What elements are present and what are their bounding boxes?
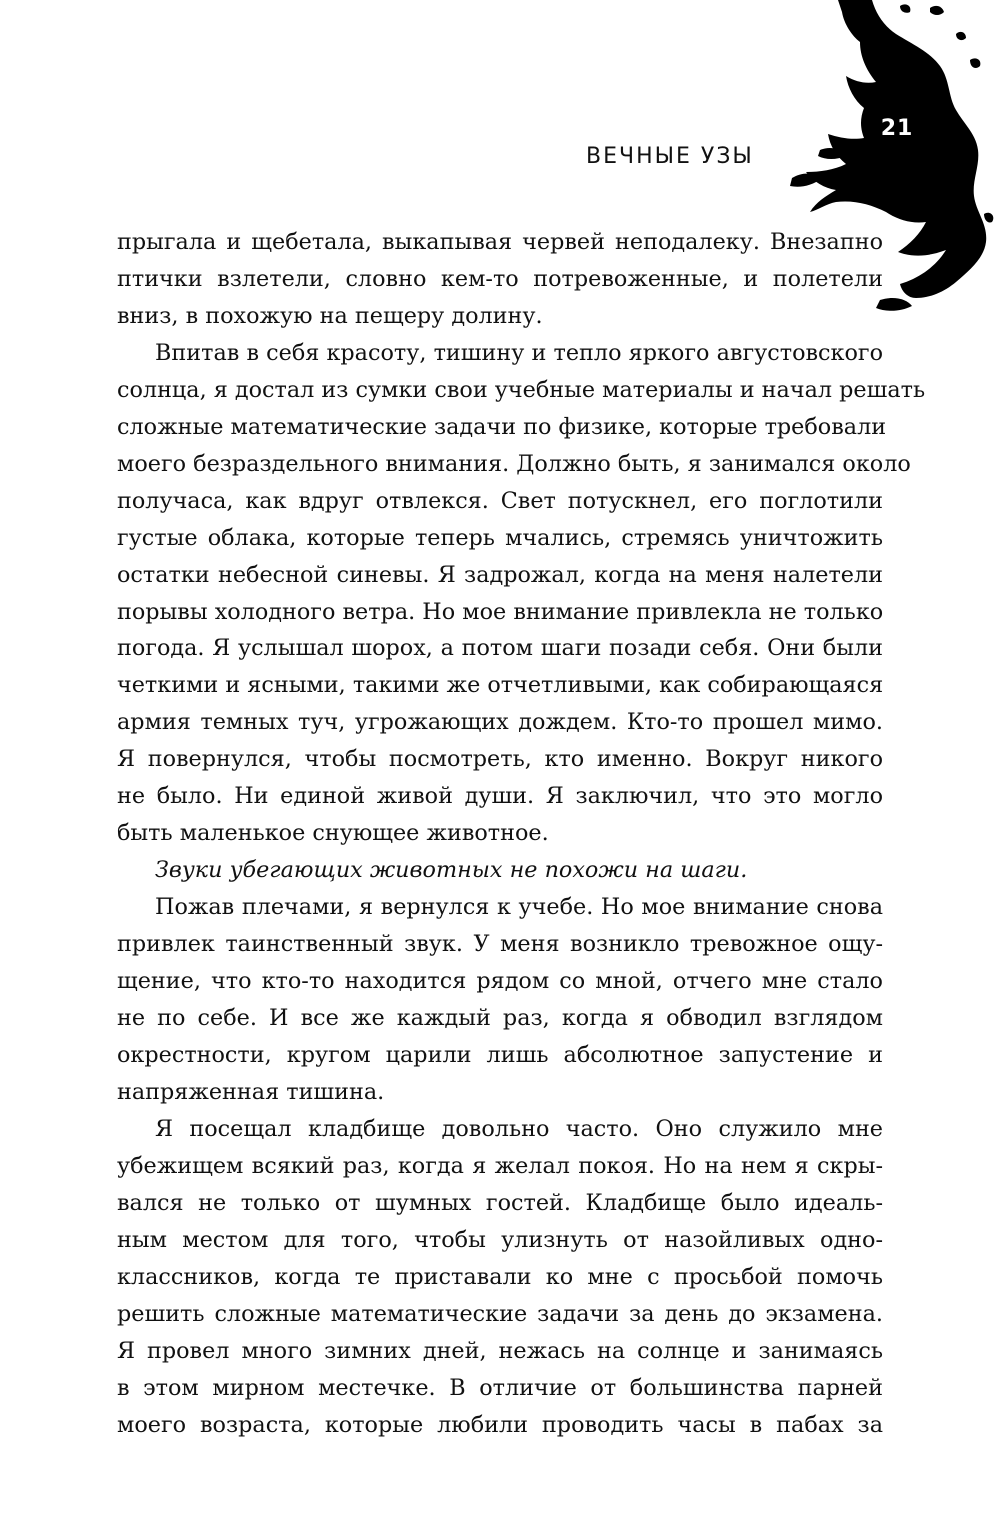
running-header: ВЕЧНЫЕ УЗЫ	[586, 144, 754, 169]
text-line: напряженная тишина.	[117, 1078, 385, 1105]
text-line: четкими и ясными, такими же отчетливыми, как собирающаяся	[117, 672, 884, 699]
text-line: не было. Ни единой живой души. Я заключил, что это могло	[117, 783, 883, 810]
text-line: прыгала и щебетала, выкапывая червей неподалеку. Внезапно	[117, 229, 883, 255]
text-line: щение, что кто-то находится рядом со мной, отчего мне стало	[117, 968, 883, 995]
text-line: армия темных туч, угрожающих дождем. Кто-то прошел мимо.	[117, 709, 883, 736]
text-line: моего возраста, которые любили проводить часы в пабах за	[117, 1411, 883, 1438]
text-line: Пожав плечами, я вернулся к учебе. Но мое внимание снова	[155, 894, 883, 921]
text-line: ным местом для того, чтобы улизнуть от назойливых одно-	[117, 1226, 883, 1253]
text-line: решить сложные математические задачи за день до экзамена.	[117, 1300, 883, 1327]
text-line: погода. Я услышал шорох, а потом шаги позади себя. Они были	[117, 635, 883, 662]
text-line: не по себе. И все же каждый раз, когда я обводил взглядом	[117, 1005, 883, 1032]
text-line: остатки небесной синевы. Я задрожал, когда на меня налетели	[117, 561, 883, 588]
text-line: сложные математические задачи по физике, которые требовали	[117, 413, 887, 440]
text-line: вниз, в похожую на пещеру долину.	[117, 302, 543, 329]
text-line: классников, когда те приставали ко мне с просьбой помочь	[117, 1263, 883, 1290]
text-line: Я провел много зимних дней, нежась на солнце и занимаясь	[117, 1337, 883, 1364]
text-line: густые облака, которые теперь мчались, стремясь уничтожить	[117, 524, 883, 551]
text-line: Я посещал кладбище довольно часто. Оно служило мне	[155, 1115, 883, 1142]
text-line: птички взлетели, словно кем-то потревоженные, и полетели	[117, 265, 883, 292]
text-line: привлек таинственный звук. У меня возникло тревожное ощу-	[117, 931, 883, 958]
text-line: в этом мирном местечке. В отличие от большинства парней	[117, 1374, 883, 1401]
text-line: получаса, как вдруг отвлекся. Свет потускнел, его поглотили	[117, 487, 883, 514]
text-line: убежищем всякий раз, когда я желал покоя. Но на нем я скры-	[117, 1152, 883, 1179]
italic-text-line: Звуки убегающих животных не похожи на шаги.	[155, 857, 748, 884]
text-line: вался не только от шумных гостей. Кладбище было идеаль-	[117, 1189, 883, 1216]
text-line: моего безраздельного внимания. Должно быть, я занимался около	[117, 450, 911, 477]
text-line: порывы холодного ветра. Но мое внимание привлекла не только	[117, 598, 884, 625]
text-line: солнца, я достал из сумки свои учебные материалы и начал решать	[117, 376, 926, 403]
page-number: 21	[880, 116, 914, 141]
text-line: Я повернулся, чтобы посмотреть, кто именно. Вокруг никого	[117, 746, 883, 773]
text-line: быть маленькое снующее животное.	[117, 820, 549, 847]
body-text	[117, 224, 926, 1443]
text-line: окрестности, кругом царили лишь абсолютное запустение и	[117, 1041, 883, 1068]
text-line: Впитав в себя красоту, тишину и тепло яркого августовского	[155, 339, 883, 366]
